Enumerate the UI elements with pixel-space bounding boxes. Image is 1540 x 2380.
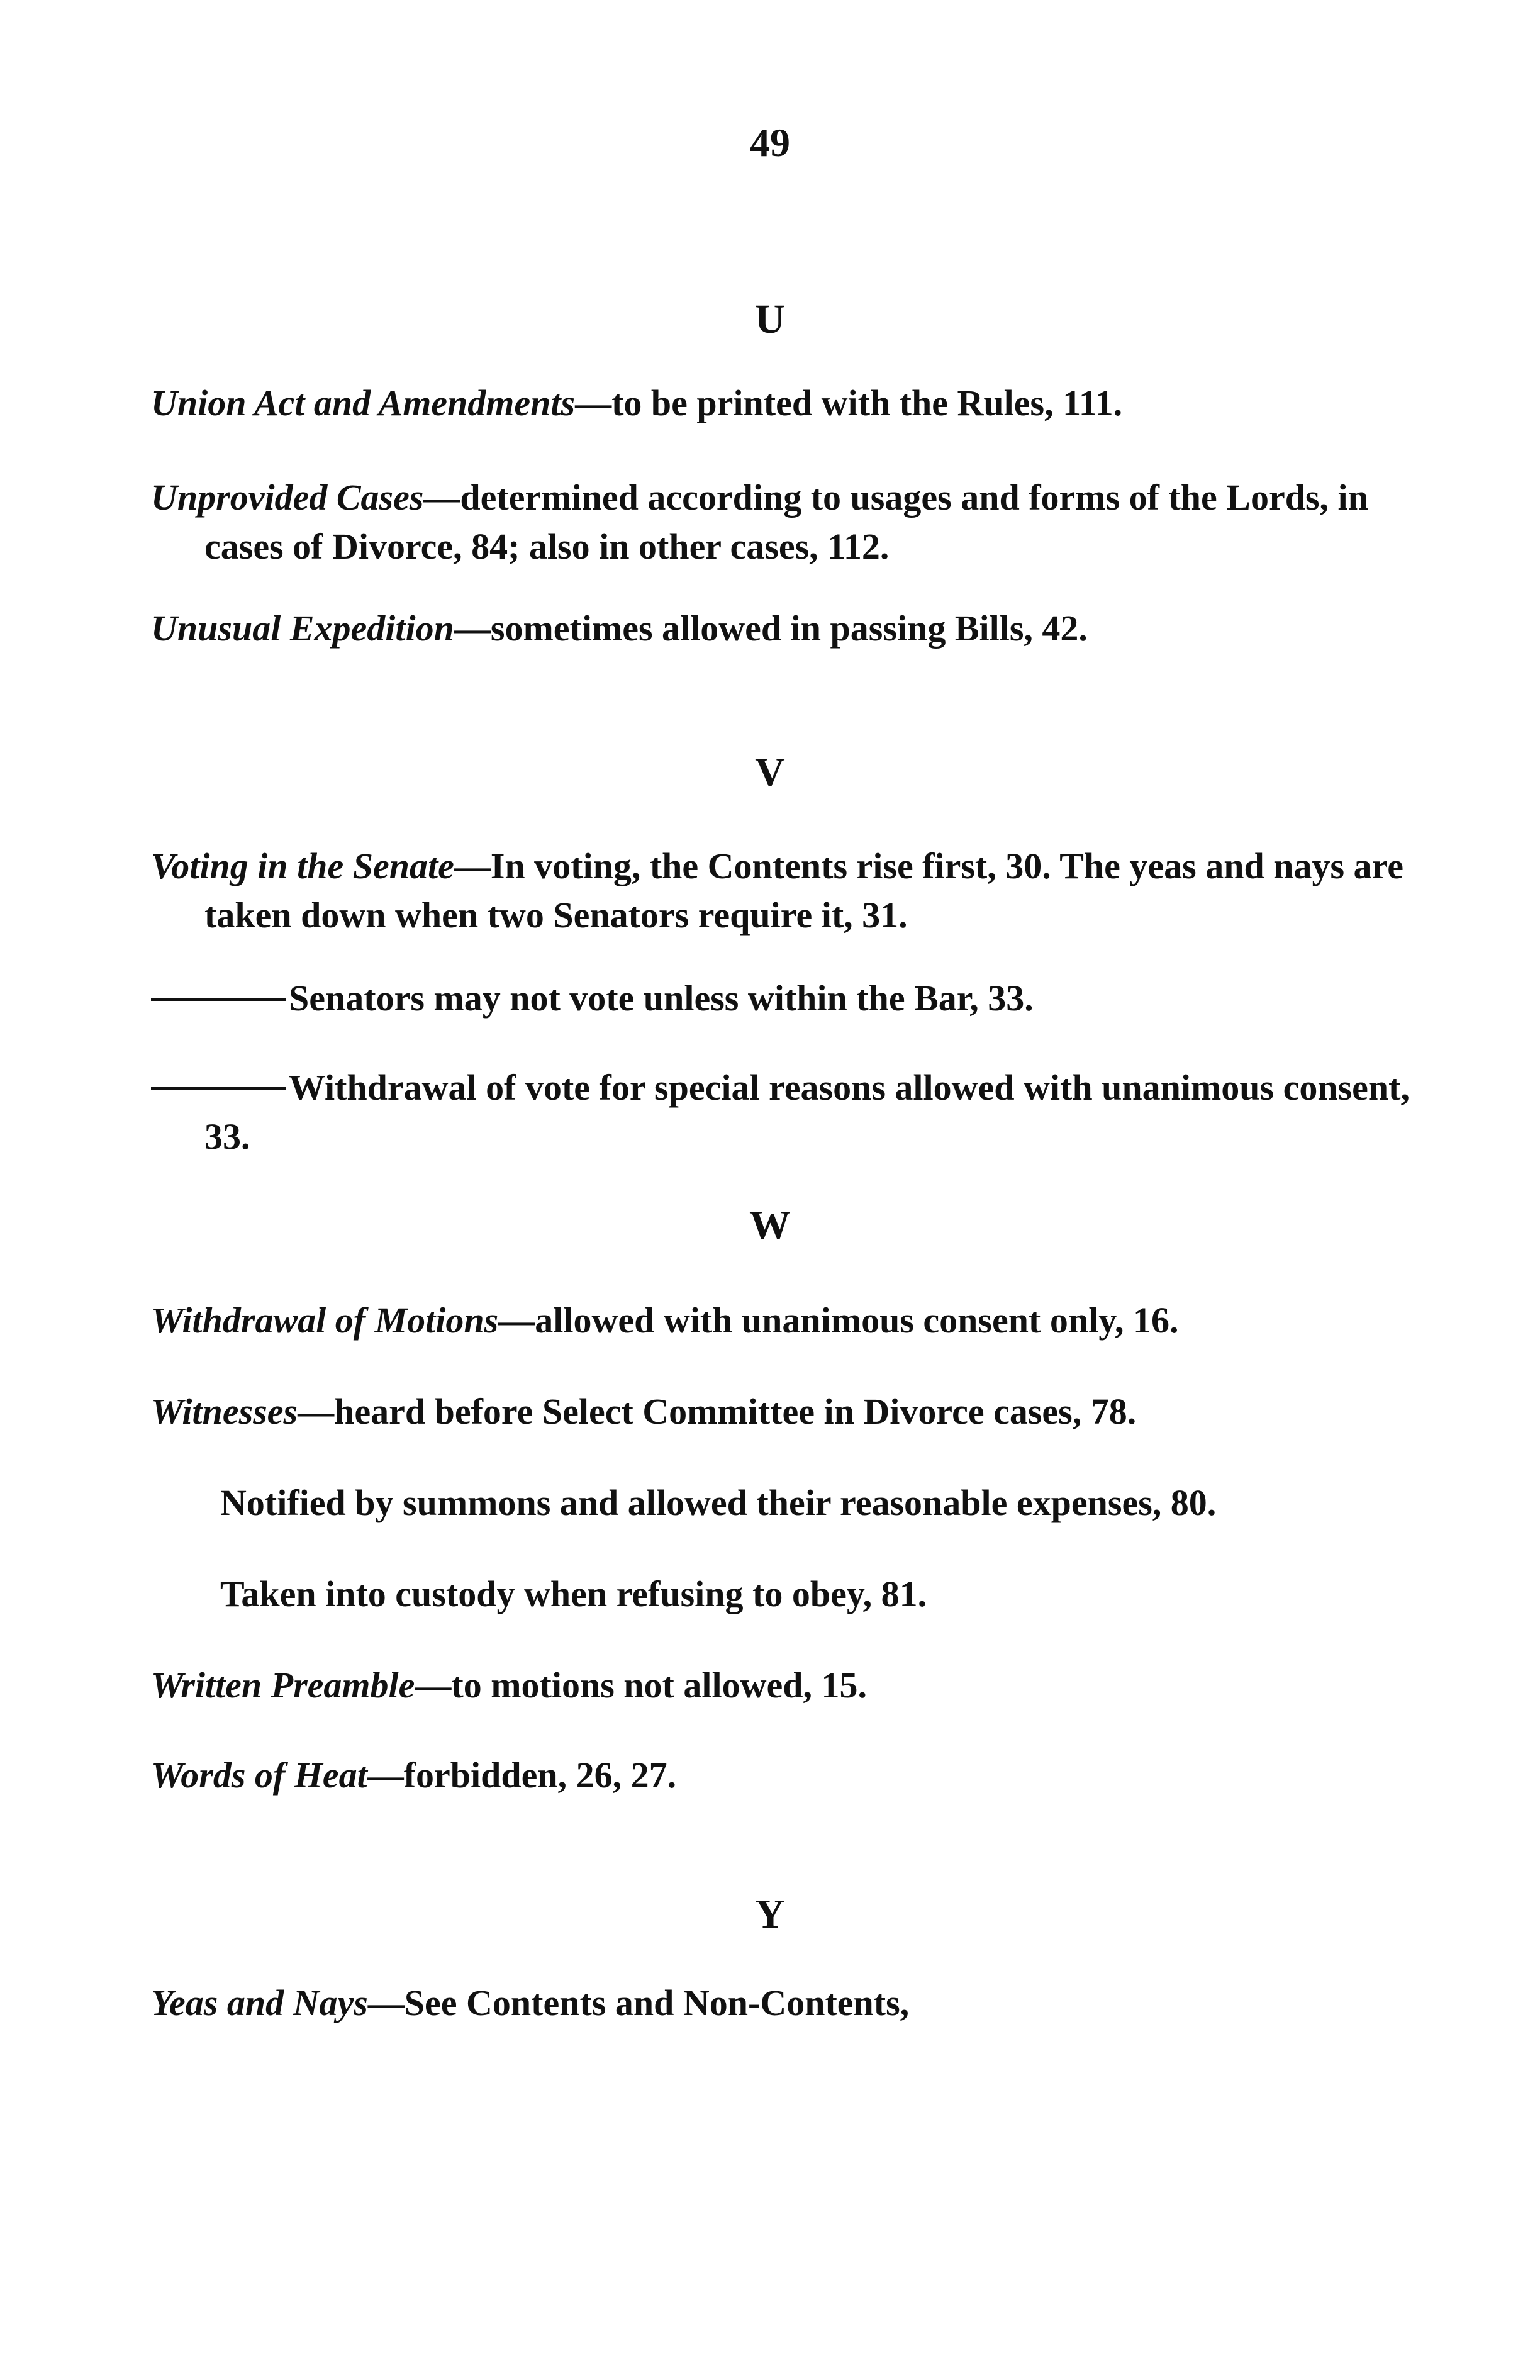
section-letter-v: V — [755, 749, 785, 795]
index-entry — [151, 1661, 1437, 1710]
index-text: —to motions not allowed, 15. — [415, 1665, 867, 1706]
index-text: —determined according to usages and forms of the Lords, in cases of Divorce, 84; also in other cases, 112. — [204, 477, 1368, 567]
index-text: Senators may not vote unless within the Bar, 33. — [289, 978, 1034, 1019]
index-term: Voting in the Senate — [151, 846, 454, 886]
index-text: Withdrawal of vote for special reasons allowed with unanimous consent, 33. — [204, 1067, 1410, 1157]
index-text: —allowed with unanimous consent only, 16. — [498, 1300, 1179, 1341]
index-sub-entry — [151, 1063, 1437, 1161]
page-number: 49 — [750, 120, 790, 165]
index-entry — [151, 379, 1437, 428]
ditto-dash — [151, 1087, 286, 1090]
section-letter-y: Y — [755, 1891, 785, 1937]
index-term: Words of Heat — [151, 1755, 367, 1796]
index-entry — [151, 1751, 1437, 1800]
index-entry — [151, 473, 1437, 571]
index-term: Unusual Expedition — [151, 608, 454, 649]
index-entry — [151, 1296, 1437, 1345]
index-term: Written Preamble — [151, 1665, 415, 1706]
index-term: Union Act and Amendments — [151, 383, 576, 423]
index-term: Witnesses — [151, 1391, 298, 1432]
index-sub-entry — [151, 974, 1437, 1023]
index-text: —to be printed with the Rules, 111. — [575, 383, 1123, 423]
index-entry — [151, 1979, 1437, 2028]
index-text: —sometimes allowed in passing Bills, 42. — [454, 608, 1088, 649]
index-continuation: Notified by summons and allowed their reasonable expenses, 80. — [220, 1482, 1217, 1523]
index-continuation: Taken into custody when refusing to obey, 81. — [220, 1573, 927, 1614]
index-term: Unprovided Cases — [151, 477, 424, 518]
section-letter-u: U — [755, 296, 785, 342]
index-text: —heard before Select Committee in Divorce cases, 78. — [298, 1391, 1137, 1432]
index-term: Yeas and Nays — [151, 1982, 368, 2023]
index-text: —In voting, the Contents rise first, 30. The yeas and nays are taken down when two Senators require it, 31. — [204, 846, 1403, 936]
index-text: —See Contents and Non-Contents, — [367, 1982, 910, 2023]
index-entry — [151, 842, 1437, 940]
index-term: Withdrawal of Motions — [151, 1300, 499, 1341]
section-letter-w: W — [749, 1202, 791, 1248]
index-entry — [151, 604, 1437, 653]
ditto-dash — [151, 998, 286, 1001]
index-entry — [151, 1387, 1437, 1436]
index-text: —forbidden, 26, 27. — [367, 1755, 677, 1796]
